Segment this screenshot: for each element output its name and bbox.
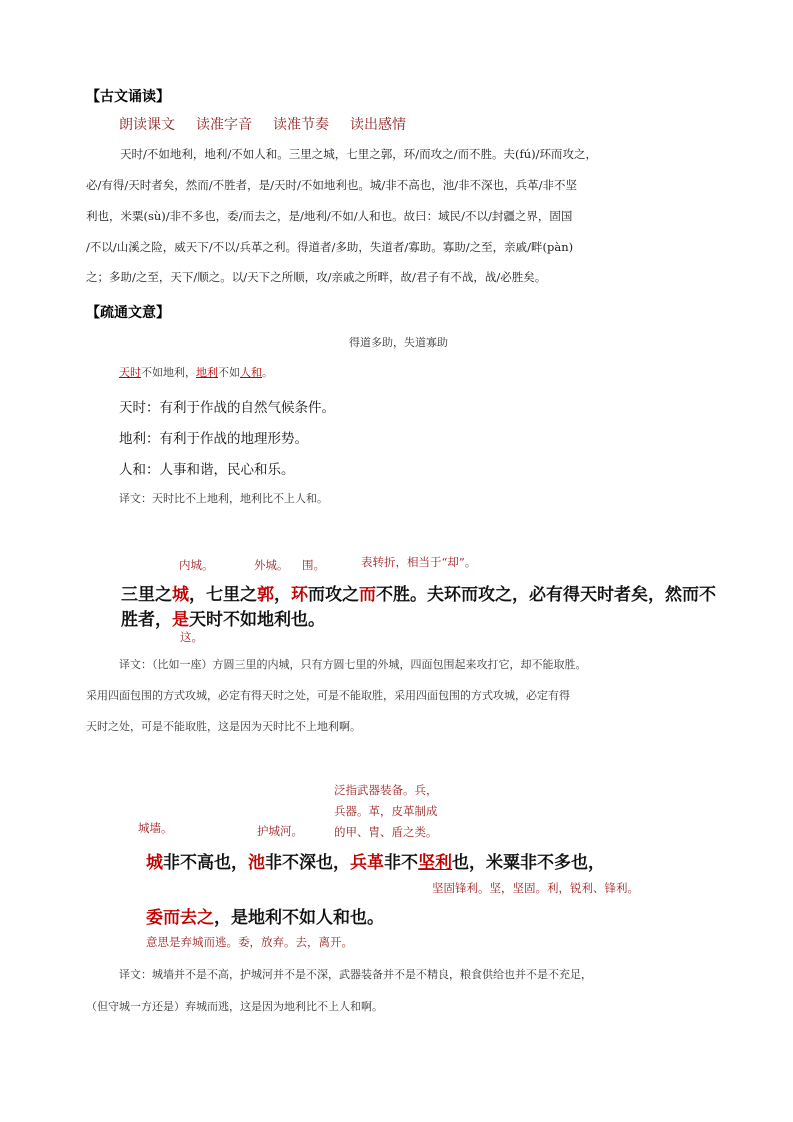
keyword-guo: 郭 xyxy=(257,585,274,605)
tab-read-aloud[interactable]: 朗读课文 xyxy=(119,117,175,133)
sentence-tianshi xyxy=(119,364,273,380)
keyword-cheng-wall: 城 xyxy=(146,853,163,873)
definition-dili: 地利：有利于作战的地理形势。 xyxy=(119,431,308,447)
classical-line-1 xyxy=(121,580,716,605)
keyword-dili: 地利 xyxy=(196,366,218,379)
line-text: ，是地利不如人和也。 xyxy=(214,908,384,928)
text-line: 之；多助/之至，天下/顺之。以/天下之所顺，攻/亲戚之所畔，故/君子有不战，战/必胜矣。 xyxy=(86,270,547,284)
line-text: 非不 xyxy=(384,853,418,873)
section-heading-recitation: 【古文诵读】 xyxy=(86,89,170,105)
translation-2-line: 译文：（比如一座）方圆三里的内城，只有方圆七里的外城，四面包围起来攻打它，却不能取胜。 xyxy=(119,658,587,671)
classical-line-4 xyxy=(146,903,384,928)
note-bingge-line: 的甲、胄、盾之类。 xyxy=(334,825,438,839)
keyword-renhe: 人和 xyxy=(240,366,262,379)
translation-2-line: 采用四面包围的方式攻城，必定有得天时之处，可是不能取胜，采用四面包围的方式攻城，必定有得 xyxy=(86,689,570,702)
line-text: ，七里之 xyxy=(189,585,257,605)
note-neicheng: 内城。 xyxy=(179,558,214,572)
definition-renhe: 人和：人事和谐，民心和乐。 xyxy=(119,462,295,478)
note-shi: 这。 xyxy=(180,630,203,644)
keyword-huan: 环 xyxy=(291,585,308,605)
note-chengqiang: 城墙。 xyxy=(138,821,173,835)
tab-emotion[interactable]: 读出感情 xyxy=(350,117,406,133)
passage-title: 得道多助，失道寡助 xyxy=(349,336,448,349)
text-line: 必/有得/天时者矣，然而/不胜者，是/天时/不如地利也。城/非不高也，池/非不深也，兵革/非不坚 xyxy=(86,178,577,192)
note-huchenghe: 护城河。 xyxy=(257,824,303,838)
line-text: 不胜。夫环而攻之，必有得天时者矣，然而不 xyxy=(376,585,716,605)
section-heading-meaning: 【疏通文意】 xyxy=(86,305,170,321)
tab-rhythm[interactable]: 读准节奏 xyxy=(273,117,329,133)
line-text: 胜者， xyxy=(121,610,172,630)
line-text: 而攻之 xyxy=(308,585,359,605)
translation-2-line: 天时之处，可是不能取胜，这是因为天时比不上地利啊。 xyxy=(86,720,361,733)
note-wei: 围。 xyxy=(302,558,325,572)
keyword-shi: 是 xyxy=(172,610,189,630)
tab-pronunciation[interactable]: 读准字音 xyxy=(196,117,252,133)
note-er: 表转折，相当于“却”。 xyxy=(361,555,477,569)
line-text: 非不深也， xyxy=(265,853,350,873)
text-line: 天时/不如地利，地利/不如人和。三里之城，七里之郭，环/而攻之/而不胜。夫(fú)/环而攻之， xyxy=(120,147,598,161)
note-bingge-line: 兵器。革，皮革制成 xyxy=(334,804,438,818)
note-jianli: 坚固锋利。坚，坚固。利，锐利、锋利。 xyxy=(432,881,639,895)
keyword-bingge: 兵革 xyxy=(350,853,384,873)
note-waicheng: 外城。 xyxy=(254,558,289,572)
keyword-chi: 池 xyxy=(248,853,265,873)
keyword-er: 而 xyxy=(359,585,376,605)
keyword-jianli: 坚利 xyxy=(418,853,452,873)
line-text: 也，米粟非不多也， xyxy=(452,853,605,873)
translation-3-line: （但守城一方还是）弃城而逃，这是因为地利比不上人和啊。 xyxy=(86,1000,383,1013)
sentence-text: 不如 xyxy=(218,366,240,379)
classical-line-3 xyxy=(146,848,605,873)
keyword-tianshi: 天时 xyxy=(119,366,141,379)
translation-3-line: 译文：城墙并不是不高，护城河并不是不深，武器装备并不是不精良，粮食供给也并不是不充足， xyxy=(119,968,592,981)
note-bingge-line: 泛指武器装备。兵， xyxy=(334,783,438,797)
line-text: 非不高也， xyxy=(163,853,248,873)
translation-1: 译文：天时比不上地利，地利比不上人和。 xyxy=(119,492,328,505)
text-line: /不以/山溪之险，威天下/不以/兵革之利。得道者/多助，失道者/寡助。寡助/之至，亲戚/畔(pàn) xyxy=(86,240,574,254)
note-weiergu: 意思是弃城而逃。委，放弃。去，离开。 xyxy=(146,935,353,949)
text-line: 利也，米粟(sù)/非不多也，委/而去之，是/地利/不如/人和也。故曰：域民/不以/封疆之界，固国 xyxy=(86,209,573,223)
keyword-weiergu: 委而去之 xyxy=(146,908,214,928)
line-text: 天时不如地利也。 xyxy=(189,610,325,630)
line-text: 三里之 xyxy=(121,585,172,605)
definition-tianshi: 天时：有利于作战的自然气候条件。 xyxy=(119,400,335,416)
classical-line-2 xyxy=(121,605,325,630)
line-text: ， xyxy=(274,585,291,605)
sentence-text: 。 xyxy=(262,366,273,379)
sentence-text: 不如地利， xyxy=(141,366,196,379)
keyword-cheng: 城 xyxy=(172,585,189,605)
